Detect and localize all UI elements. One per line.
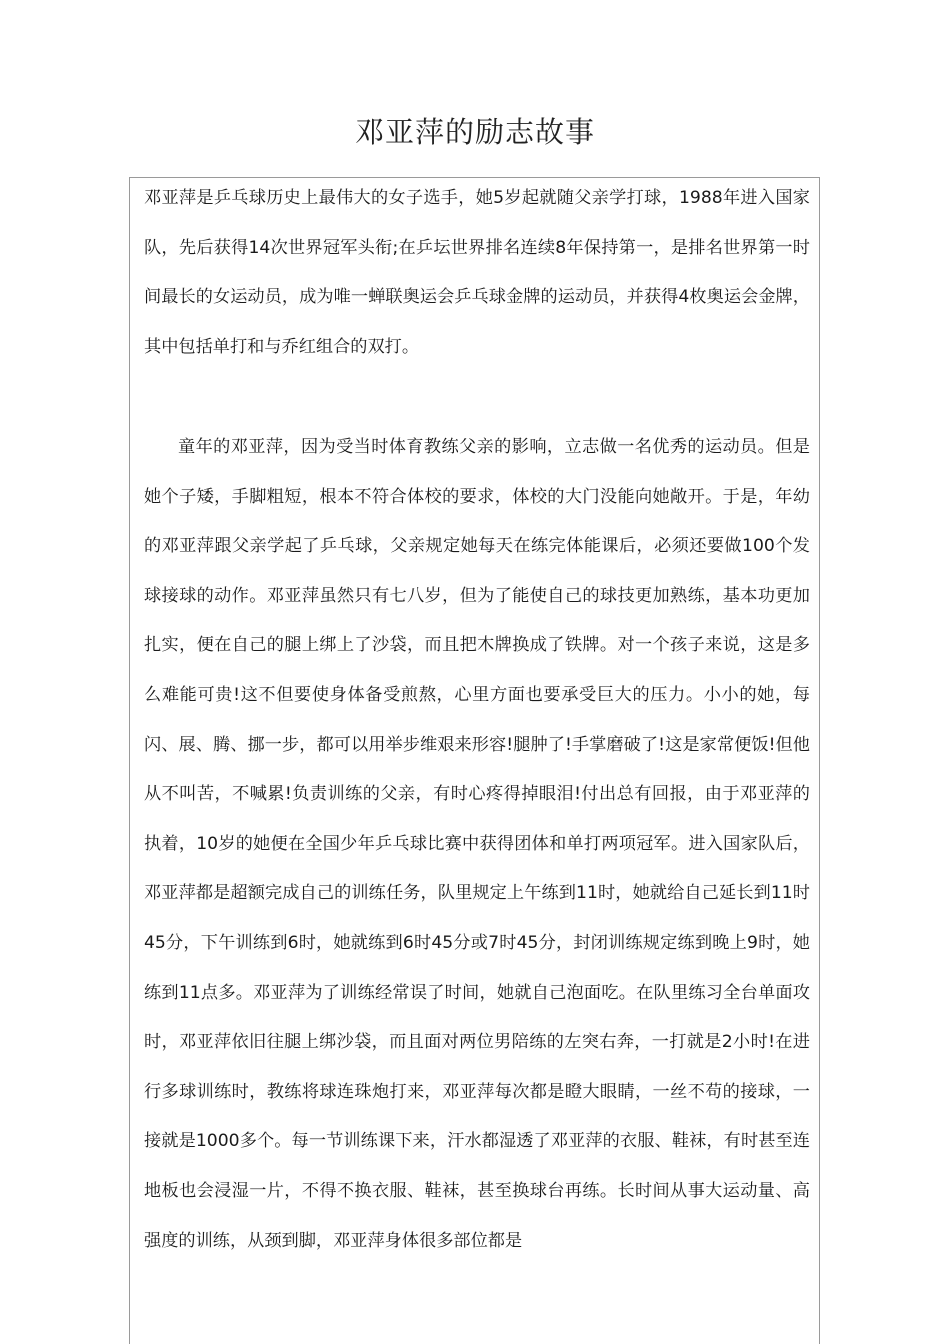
childhood-paragraph: 童年的邓亚萍，因为受当时体育教练父亲的影响，立志做一名优秀的运动员。但是她个子矮，手脚粗短，根本不符合体校的要求，体校的大门没能向她敞开。于是，年幼的邓亚萍跟父亲学起了乒乓球，父亲规定她每天在练完体能课后，必须还要做100个发球接球的动作。邓亚萍虽然只有七八岁，但为了能使自己的球技更加熟练，基本功更加扎实，便在自己的腿上绑上了沙袋，而且把木牌换成了铁牌。对一个孩子来说，这是多么难能可贵!这不但要使身体备受煎熬，心里方面也要承受巨大的压力。小小的她，每闪、展、腾、挪一步，都可以用举步维艰来形容!腿肿了!手掌磨破了!这是家常便饭!但他从不叫苦，不喊累!负责训练的父亲，有时心疼得掉眼泪!付出总有回报，由于邓亚萍的执着，10岁的她便在全国少年乒乓球比赛中获得团体和单打两项冠军。进入国家队后，邓亚萍都是超额完成自己的训练任务，队里规定上午练到11时，她就给自己延长到11时45分，下午训练到6时，她就练到6时45分或7时45分，封闭训练规定练到晚上9时，她练到11点多。邓亚萍为了训练经常误了时间，她就自己泡面吃。在队里练习全台单面攻时，邓亚萍依旧往腿上绑沙袋，而且面对两位男陪练的左突右奔，一打就是2小时!在进行多球训练时，教练将球连珠炮打来，邓亚萍每次都是瞪大眼睛，一丝不苟的接球，一接就是1000多个。每一节训练课下来，汗水都湿透了邓亚萍的衣服、鞋袜，有时甚至连地板也会浸湿一片，不得不换衣服、鞋袜，甚至换球台再练。长时间从事大运动量、高强度的训练，从颈到脚，邓亚萍身体很多部位都是 (144, 437, 810, 1251)
intro-paragraph: 邓亚萍是乒乓球历史上最伟大的女子选手，她5岁起就随父亲学打球，1988年进入国家队，先后获得14次世界冠军头衔;在乒坛世界排名连续8年保持第一，是排名世界第一时间最长的女运动员，成为唯一蝉联奥运会乒乓球金牌的运动员，并获得4枚奥运会金牌，其中包括单打和与乔红组合的双打。 (144, 188, 810, 357)
document-title: 邓亚萍的励志故事 (354, 115, 595, 149)
